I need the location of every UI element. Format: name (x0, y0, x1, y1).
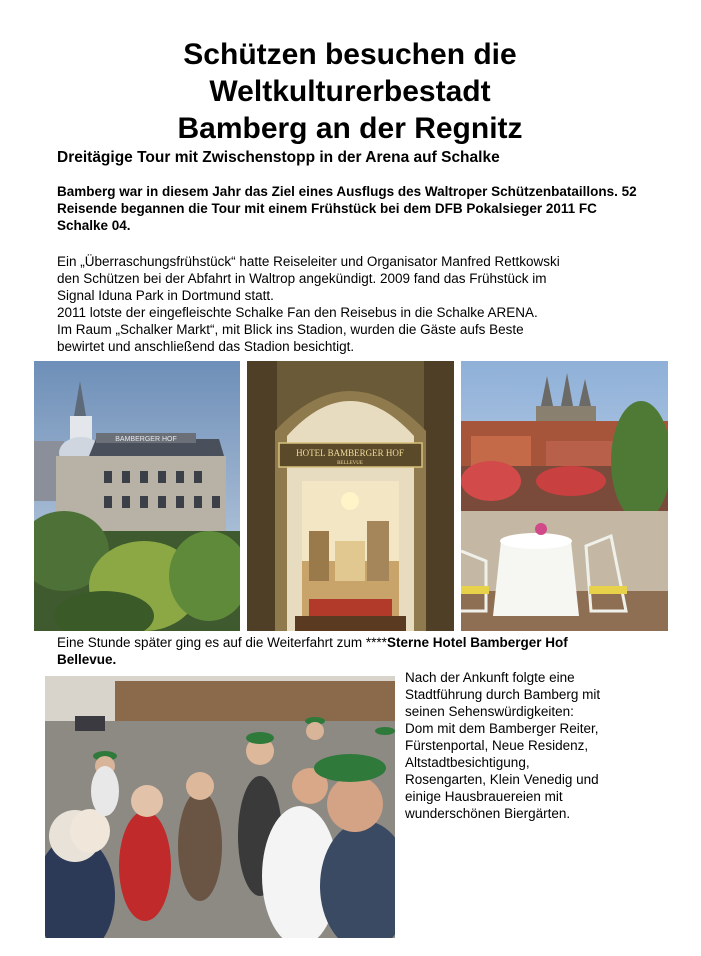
caption-hotel-name: Sterne Hotel Bamberger Hof Bellevue. (57, 635, 568, 667)
body-line: Ein „Überraschungsfrühstück“ hatte Reiseleiter und Organisator Manfred Rettkowski (57, 254, 560, 269)
title-line-1: Schützen besuchen die (183, 38, 517, 71)
article-title (40, 36, 660, 147)
side-line: Stadtführung durch Bamberg mit (405, 687, 601, 702)
photo-terrace (461, 361, 668, 631)
side-line: Nach der Ankunft folgte eine (405, 670, 575, 685)
caption-text: Eine Stunde später ging es auf die Weiterfahrt zum **** (57, 635, 387, 650)
body-line: den Schützen bei der Abfahrt in Waltrop angekündigt. 2009 fand das Frühstück im (57, 271, 547, 286)
side-line: Dom mit dem Bamberger Reiter, (405, 721, 599, 736)
article-subtitle: Dreitägige Tour mit Zwischenstopp in der Arena auf Schalke (57, 149, 500, 166)
article-body (57, 253, 647, 355)
tour-description (405, 669, 645, 822)
article-lead: Bamberg war in diesem Jahr das Ziel eines Ausflugs des Waltroper Schützenbataillons. 52 Reisende begannen die Tour mit einem Frühstück bei dem DFB Pokalsieger 2011 FC Schalke 04. (57, 184, 637, 233)
side-line: Altstadtbesichtigung, (405, 755, 530, 770)
photo-sign-text: HOTEL BAMBERGER HOF (296, 448, 404, 458)
photo-tour-group (45, 676, 395, 938)
side-line: seinen Sehenswürdigkeiten: (405, 704, 574, 719)
body-line: Signal Iduna Park in Dortmund statt. (57, 288, 274, 303)
body-line: Im Raum „Schalker Markt“, mit Blick ins Stadion, wurden die Gäste aufs Beste (57, 322, 524, 337)
side-line: Fürstenportal, Neue Residenz, (405, 738, 589, 753)
title-line-2: Weltkulturerbestadt (209, 75, 491, 108)
photo-sign-text: BAMBERGER HOF (115, 436, 177, 443)
photo-hotel-exterior (34, 361, 240, 631)
body-line: bewirtet und anschließend das Stadion besichtigt. (57, 339, 355, 354)
side-line: wunderschönen Biergärten. (405, 806, 571, 821)
body-line: 2011 lotste der eingefleischte Schalke Fan den Reisebus in die Schalke ARENA. (57, 305, 538, 320)
photo-hotel-entrance (247, 361, 454, 631)
photo-caption (57, 634, 617, 668)
side-line: einige Hausbrauereien mit (405, 789, 563, 804)
photo-sign-text: BELLEVUE (337, 461, 363, 466)
side-line: Rosengarten, Klein Venedig und (405, 772, 599, 787)
title-line-3: Bamberg an der Regnitz (177, 112, 523, 145)
